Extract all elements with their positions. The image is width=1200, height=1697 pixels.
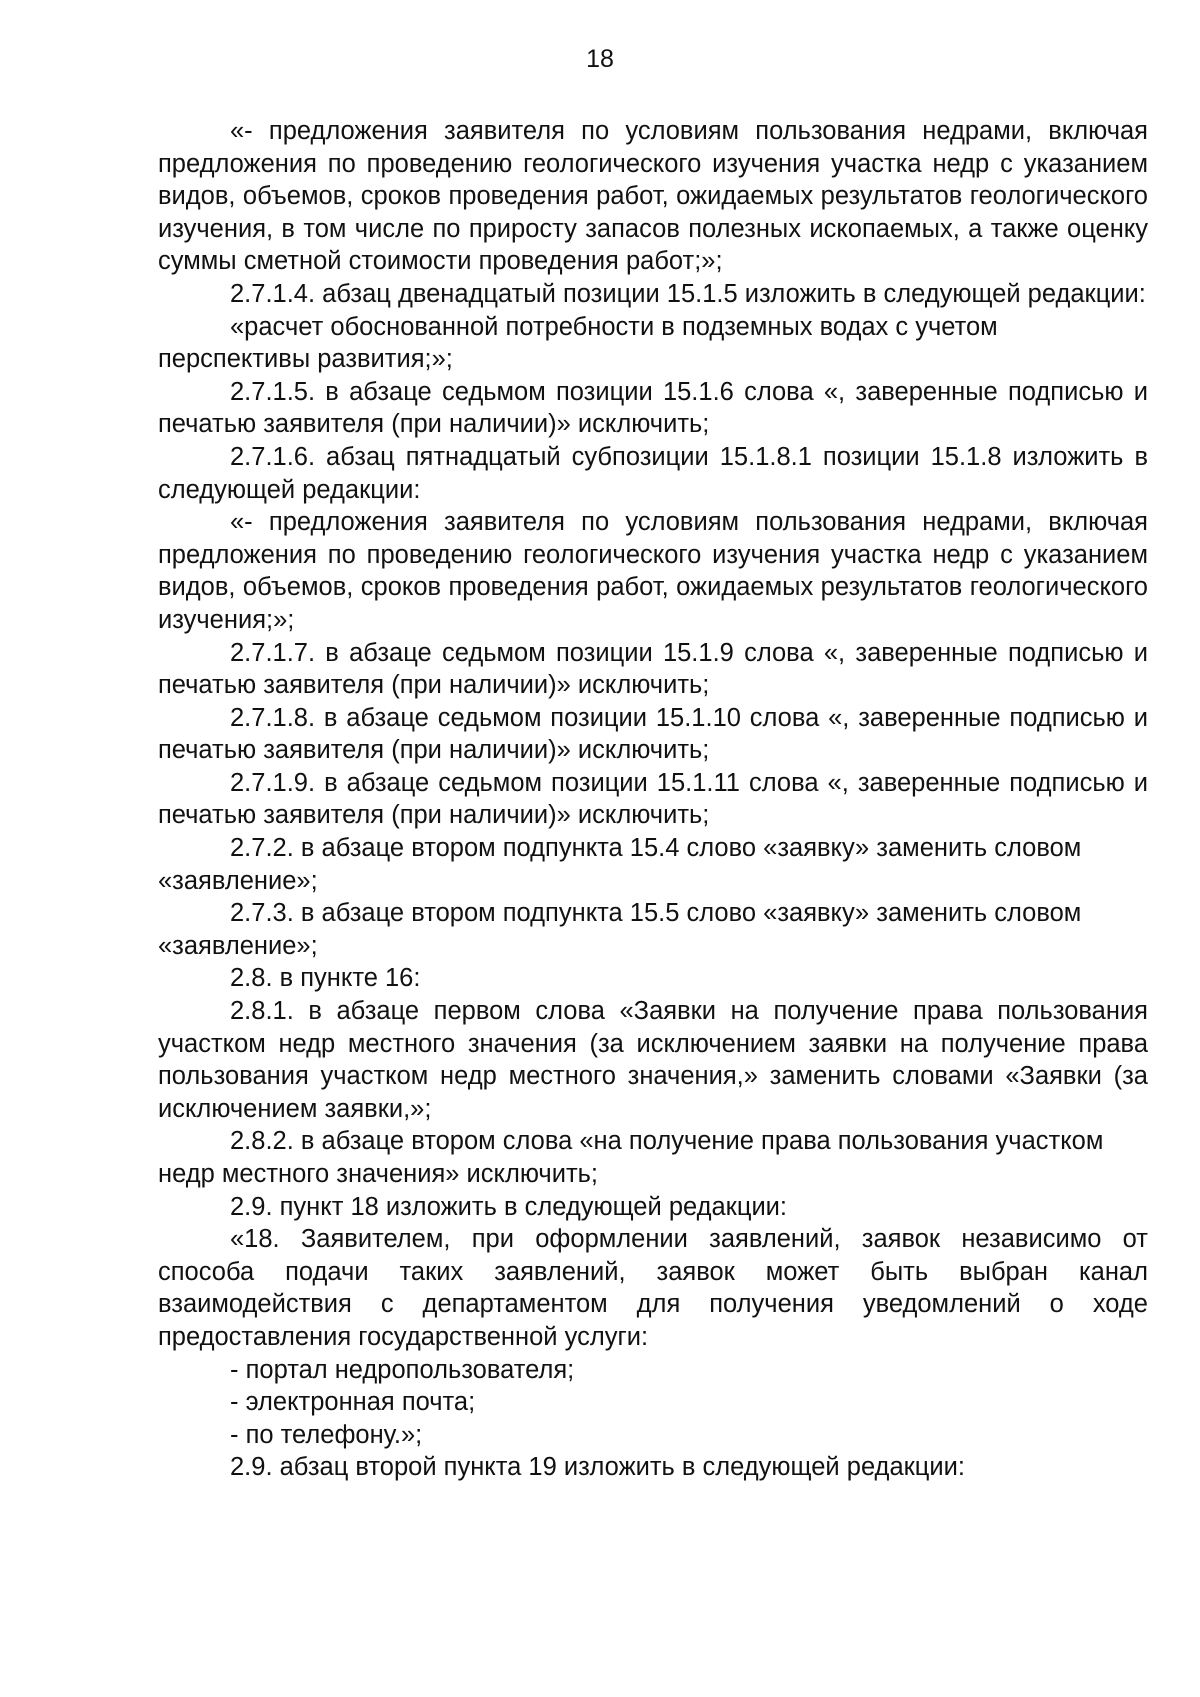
paragraph: «18. Заявителем, при оформлении заявлений, заявок независимо от способа подачи таких заявлений, заявок может быть выбран канал взаимодействия с департаментом для получения уведомлений о ходе предоставления государственной услуги: [158, 1225, 1148, 1351]
list-item: - электронная почта; [230, 1388, 476, 1417]
list-item: - портал недропользователя; [230, 1355, 575, 1384]
paragraph: 2.9. абзац второй пункта 19 изложить в следующей редакции: [230, 1453, 965, 1482]
paragraph: 2.7.1.4. абзац двенадцатый позиции 15.1.5 изложить в следующей редакции: [230, 279, 1146, 308]
paragraph: 2.7.2. в абзаце втором подпункта 15.4 слово «заявку» заменить словом «заявление»; [158, 834, 1082, 895]
paragraph: 2.8.1. в абзаце первом слова «Заявки на получение права пользования участком недр местного значения (за исключением заявки на получение права пользования участком недр местного значения,» заменить словами «Заявки (за исключением заявки,»; [158, 997, 1148, 1123]
paragraph: 2.8. в пункте 16: [230, 964, 421, 993]
paragraph: 2.7.3. в абзаце втором подпункта 15.5 слово «заявку» заменить словом «заявление»; [158, 899, 1082, 960]
paragraph: 2.7.1.5. в абзаце седьмом позиции 15.1.6 слова «, заверенные подписью и печатью заявителя (при наличии)» исключить; [158, 377, 1148, 439]
paragraph: «- предложения заявителя по условиям пользования недрами, включая предложения по проведению геологического изучения участка недр с указанием видов, объемов, сроков проведения работ, ожидаемых результатов геологического изучения, в том числе по приросту запасов полезных ископаемых, а также оценку суммы сметной стоимости проведения работ;»; [158, 117, 1148, 276]
paragraph: 2.7.1.6. абзац пятнадцатый субпозиции 15.1.8.1 позиции 15.1.8 изложить в следующей редакции: [158, 442, 1148, 504]
paragraph: «- предложения заявителя по условиям пользования недрами, включая предложения по проведению геологического изучения участка недр с указанием видов, объемов, сроков проведения работ, ожидаемых результатов геологического изучения;»; [158, 508, 1148, 634]
paragraph: 2.7.1.7. в абзаце седьмом позиции 15.1.9 слова «, заверенные подписью и печатью заявителя (при наличии)» исключить; [158, 638, 1148, 700]
list-item: - по телефону.»; [230, 1420, 423, 1449]
paragraph: 2.9. пункт 18 изложить в следующей редакции: [230, 1192, 788, 1221]
paragraph: 2.7.1.8. в абзаце седьмом позиции 15.1.10 слова «, заверенные подписью и печатью заявителя (при наличии)» исключить; [158, 703, 1148, 765]
paragraph: 2.8.2. в абзаце втором слова «на получение права пользования участком недр местного значения» исключить; [158, 1127, 1104, 1188]
paragraph: 2.7.1.9. в абзаце седьмом позиции 15.1.11 слова «, заверенные подписью и печатью заявителя (при наличии)» исключить; [158, 768, 1148, 830]
page-number: 18 [586, 45, 614, 73]
document-body [158, 115, 1148, 1484]
paragraph: «расчет обоснованной потребности в подземных водах с учетом перспективы развития;»; [158, 312, 998, 374]
